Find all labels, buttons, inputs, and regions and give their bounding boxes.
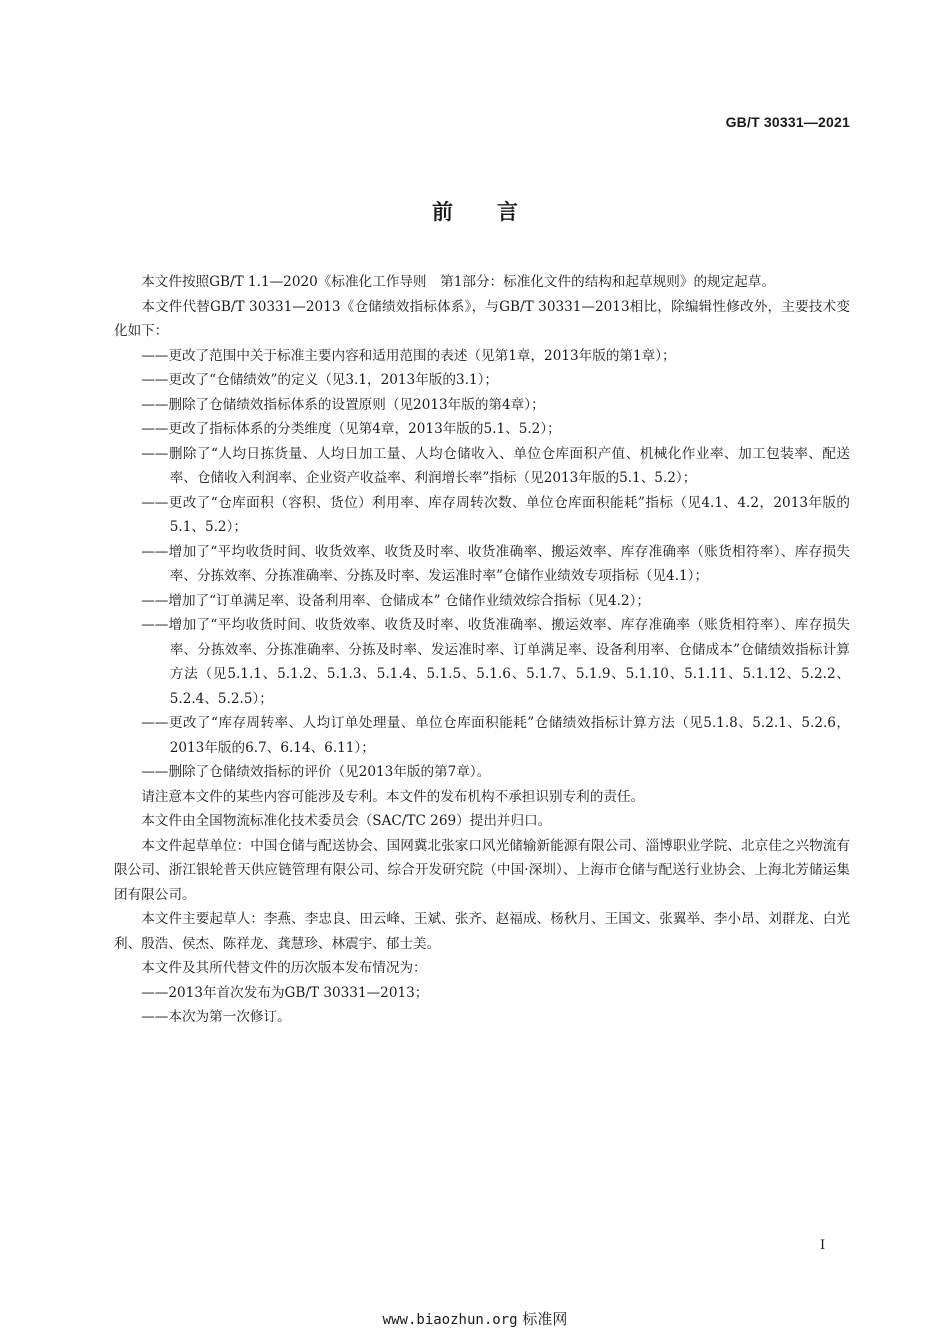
history-list xyxy=(114,981,850,1030)
paragraph-history-intro: 本文件及其所代替文件的历次版本发布情况为： xyxy=(141,960,427,976)
list-item: ——2013年首次发布为GB/T 30331—2013； xyxy=(141,984,429,1001)
document-body xyxy=(114,270,850,1030)
list-item: ——本次为第一次修订。 xyxy=(141,1009,291,1025)
list-item: ——删除了仓储绩效指标体系的设置原则（见2013年版的第4章）； xyxy=(141,396,545,413)
list-item: ——删除了仓储绩效指标的评价（见2013年版的第7章）。 xyxy=(141,764,491,780)
footer-site-name: 标准网 xyxy=(522,1310,568,1328)
paragraph-drafting-rule: 本文件按照GB/T 1.1—2020《标准化工作导则 第1部分：标准化文件的结构和起草规则》的规定起草。 xyxy=(141,274,776,290)
list-item: ——更改了“仓储绩效”的定义（见3.1，2013年版的3.1）； xyxy=(141,372,498,388)
list-item: ——更改了“仓库面积（容积、货位）利用率、库存周转次数、单位仓库面积能耗”指标（见4.1、4.2，2013年版的5.1、5.2）； xyxy=(141,494,850,535)
list-item: ——更改了范围中关于标准主要内容和适用范围的表述（见第1章，2013年版的第1章）； xyxy=(141,347,676,364)
technical-changes-list xyxy=(114,344,850,785)
paragraph-proposer: 本文件由全国物流标准化技术委员会（SAC/TC 269）提出并归口。 xyxy=(141,813,552,829)
list-item: ——增加了“平均收货时间、收货效率、收货及时率、收货准确率、搬运效率、库存准确率（账货相符率）、库存损失率、分拣效率、分拣准确率、分拣及时率、发运准时率”仓储作业绩效专项指标（见4.1）； xyxy=(141,543,850,584)
footer-site-link[interactable]: www.biaozhun.org xyxy=(382,1312,518,1328)
paragraph-patent-notice: 请注意本文件的某些内容可能涉及专利。本文件的发布机构不承担识别专利的责任。 xyxy=(141,788,645,805)
paragraph-drafters: 本文件主要起草人：李燕、李忠良、田云峰、王斌、张齐、赵福成、杨秋月、王国文、张翼举、李小昂、刘群龙、白光利、殷浩、侯杰、陈祥龙、龚慧珍、林震宇、郁士美。 xyxy=(114,911,850,952)
list-item: ——增加了“订单满足率、设备利用率、仓储成本” 仓储作业绩效综合指标（见4.2）； xyxy=(141,592,651,609)
list-item: ——增加了“平均收货时间、收货效率、收货及时率、收货准确率、搬运效率、库存准确率（账货相符率）、库存损失率、分拣效率、分拣准确率、分拣及时率、发运准时率、订单满足率、设备利用率、仓储成本”仓储绩效指标计算方法（见5.1.1、5.1.2、5.1.3、5.1.4、5.1.5、5.1.6、5.1.7、5.1.9、5.1.10、5.1.11、5.1.12、5.2.2、5.2.4、5.2.5）； xyxy=(141,617,850,707)
paragraph-replacement: 本文件代替GB/T 30331—2013《仓储绩效指标体系》，与GB/T 30331—2013相比，除编辑性修改外，主要技术变化如下： xyxy=(114,298,850,339)
list-item: ——删除了“人均日拣货量、人均日加工量、人均仓储收入、单位仓库面积产值、机械化作业率、加工包装率、配送率、仓储收入利润率、企业资产收益率、利润增长率”指标（见2013年版的5.1、5.2）； xyxy=(141,445,850,486)
list-item: ——更改了指标体系的分类维度（见第4章，2013年版的5.1、5.2）； xyxy=(141,421,561,437)
footer xyxy=(0,1308,950,1329)
standard-code: GB/T 30331—2021 xyxy=(725,114,850,130)
paragraph-drafting-units: 本文件起草单位：中国仓储与配送协会、国网冀北张家口风光储输新能源有限公司、淄博职业学院、北京佳之兴物流有限公司、浙江银轮普天供应链管理有限公司、综合开发研究院（中国·深圳）、上海市仓储与配送行业协会、上海北芳储运集团有限公司。 xyxy=(114,837,850,903)
page-number: I xyxy=(820,1238,826,1253)
page-title: 前言 xyxy=(432,200,562,224)
list-item: ——更改了“库存周转率、人均订单处理量、单位仓库面积能耗”仓储绩效指标计算方法（见5.1.8、5.2.1、5.2.6，2013年版的6.7、6.14、6.11）； xyxy=(141,715,850,756)
